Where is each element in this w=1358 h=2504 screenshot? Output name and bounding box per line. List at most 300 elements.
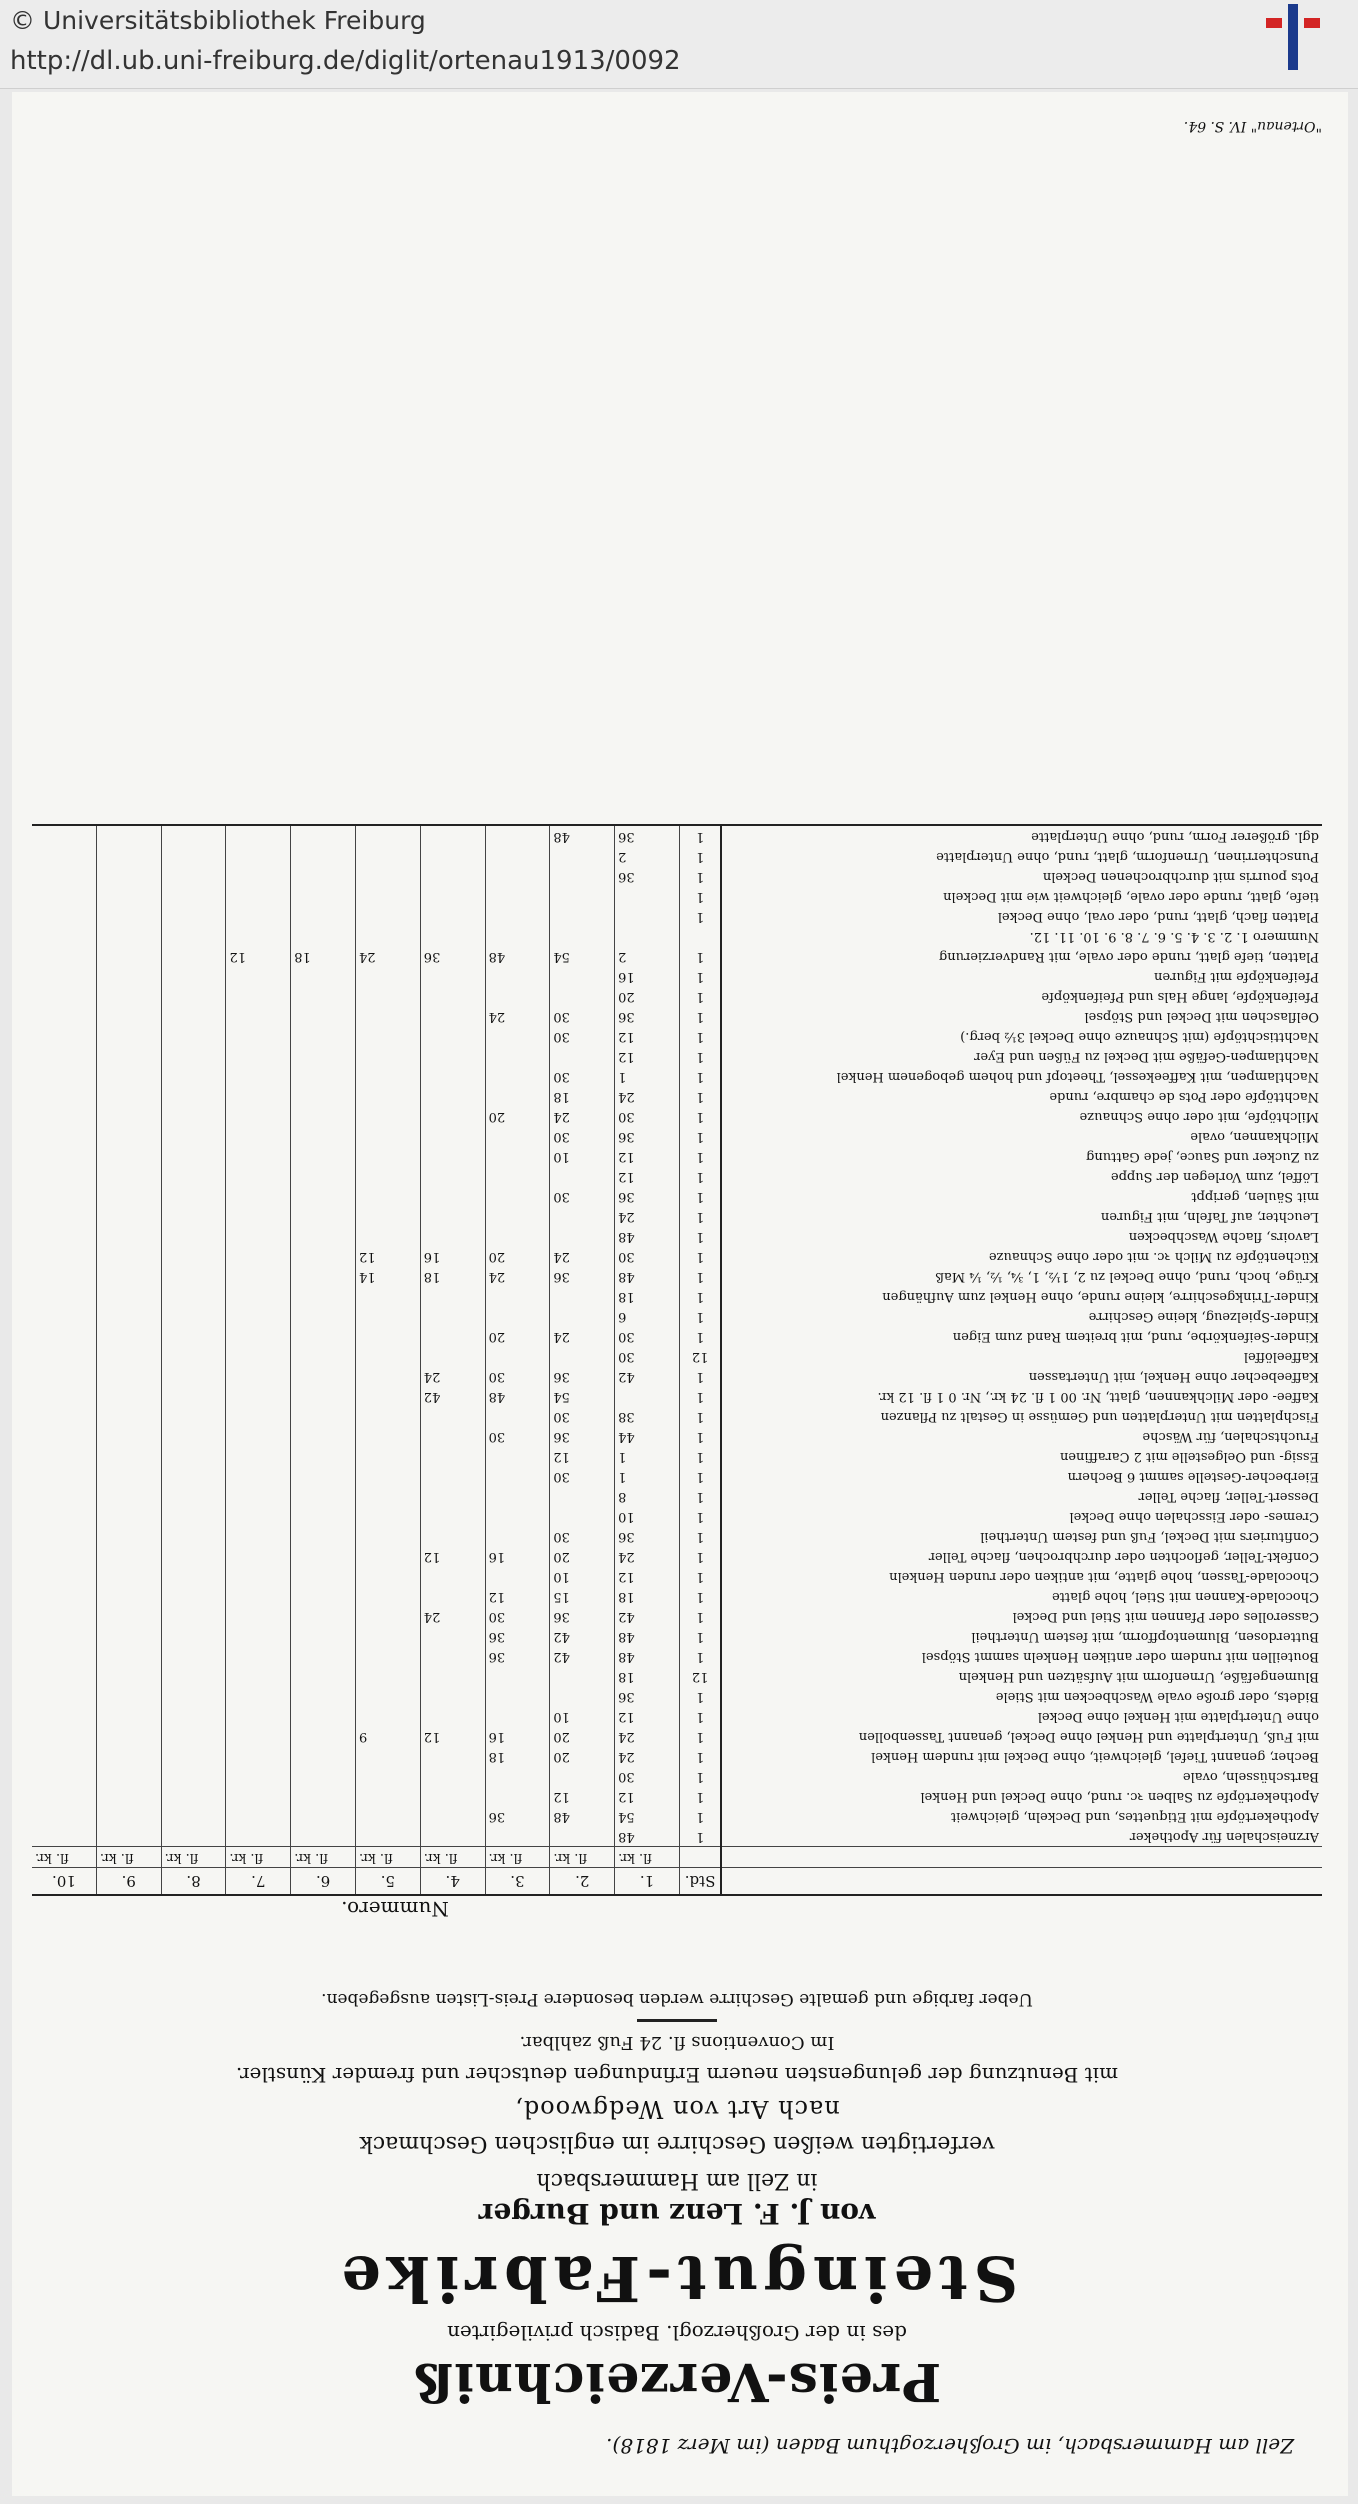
- col-6: 6.: [291, 1868, 356, 1896]
- item-name: Milchtöpfe, mit oder ohne Schnauze: [1079, 1109, 1319, 1124]
- item-name: Kinder-Trinkgeschirre, kleine runde, ohne Henkel zum Aufhängen: [882, 1289, 1319, 1304]
- price-list-note: Ueber farbige und gemalte Geschirre werden besondere Preis-Listen ausgegeben.: [321, 1989, 1033, 2009]
- price-cell: [291, 1006, 356, 1026]
- price-cell: 12: [550, 1446, 615, 1466]
- price-cell: 18: [615, 1666, 680, 1686]
- table-row: [32, 986, 1322, 1006]
- price-cell: [615, 886, 680, 906]
- price-cell: [291, 1786, 356, 1806]
- description-line-2: nach Art von Wedgwood,: [514, 2095, 840, 2123]
- price-cell: [485, 1146, 550, 1166]
- price-cell: [291, 1326, 356, 1346]
- price-cell: [161, 946, 226, 966]
- price-cell: [226, 1166, 291, 1186]
- unit-count: 1: [679, 1506, 721, 1526]
- price-cell: 24: [355, 946, 420, 966]
- price-cell: [96, 1586, 161, 1606]
- item-name: Nummero 1. 2. 3. 4. 5. 6. 7. 8. 9. 10. 11. 12.: [1029, 929, 1319, 944]
- price-cell: 12: [420, 1726, 485, 1746]
- price-cell: 24: [420, 1606, 485, 1626]
- price-cell: [291, 1586, 356, 1606]
- price-cell: [226, 1826, 291, 1847]
- item-name: Casserolles oder Pfannen mit Stiel und Deckel: [1012, 1609, 1319, 1624]
- price-cell: [420, 1786, 485, 1806]
- price-cell: [96, 1386, 161, 1406]
- price-cell: 36: [615, 825, 680, 846]
- unit-cell: fl. kr.: [161, 1847, 226, 1868]
- price-cell: 2: [615, 946, 680, 966]
- price-cell: [32, 1786, 96, 1806]
- price-cell: [420, 966, 485, 986]
- price-cell: 20: [485, 1326, 550, 1346]
- item-name: Bartschüsseln, ovale: [1182, 1769, 1319, 1784]
- unit-count: 1: [679, 1186, 721, 1206]
- price-cell: [32, 1806, 96, 1826]
- unit-count: 1: [679, 1566, 721, 1586]
- price-cell: [32, 1466, 96, 1486]
- price-cell: [32, 1366, 96, 1386]
- price-cell: [96, 1026, 161, 1046]
- price-cell: [291, 1166, 356, 1186]
- item-name: Eierbecher-Gestelle sammt 6 Bechern: [1067, 1469, 1319, 1484]
- price-cell: [226, 966, 291, 986]
- table-row: [32, 1066, 1322, 1086]
- price-cell: 30: [615, 1766, 680, 1786]
- item-name: Arzneischalen für Apotheker: [1129, 1829, 1319, 1844]
- price-cell: 36: [420, 946, 485, 966]
- price-cell: 38: [615, 1406, 680, 1426]
- price-cell: [226, 1686, 291, 1706]
- price-cell: [226, 1066, 291, 1086]
- price-cell: [355, 1326, 420, 1346]
- table-row: [32, 1386, 1322, 1406]
- price-cell: [32, 966, 96, 986]
- price-cell: [161, 825, 226, 846]
- price-cell: 42: [615, 1606, 680, 1626]
- table-row: [32, 1326, 1322, 1346]
- item-name: mit Säulen, gerippt: [1191, 1189, 1319, 1204]
- price-cell: [291, 866, 356, 886]
- price-cell: [355, 1446, 420, 1466]
- table-row: [32, 906, 1322, 926]
- price-cell: [485, 926, 550, 946]
- item-name: Fischplatten mit Unterplatten und Gemüsse in Gestalt zu Pflanzen: [880, 1409, 1319, 1424]
- price-cell: [32, 1726, 96, 1746]
- price-cell: [161, 1546, 226, 1566]
- price-cell: [161, 1826, 226, 1847]
- unit-count: 12: [679, 1346, 721, 1366]
- price-cell: [96, 1266, 161, 1286]
- price-cell: [355, 1786, 420, 1806]
- price-cell: [32, 1306, 96, 1326]
- price-cell: [161, 886, 226, 906]
- price-cell: [420, 1026, 485, 1046]
- price-cell: [485, 1506, 550, 1526]
- price-cell: [355, 1366, 420, 1386]
- price-cell: [291, 1446, 356, 1466]
- price-cell: [355, 1146, 420, 1166]
- price-cell: 48: [550, 1806, 615, 1826]
- price-cell: [420, 1186, 485, 1206]
- price-cell: [96, 1166, 161, 1186]
- table-row: [32, 1686, 1322, 1706]
- table-row: [32, 1206, 1322, 1226]
- price-cell: [96, 825, 161, 846]
- unit-count: 1: [679, 1786, 721, 1806]
- price-cell: [32, 986, 96, 1006]
- price-cell: [32, 1326, 96, 1346]
- item-name: Platten, tiefe glatt, runde oder ovale, mit Randverzierung: [938, 949, 1319, 964]
- price-cell: [420, 825, 485, 846]
- price-cell: 12: [615, 1046, 680, 1066]
- price-cell: [485, 846, 550, 866]
- item-name: Küchentöpfe zu Milch ꝛc. mit oder ohne Schnauze: [988, 1249, 1319, 1264]
- table-row: [32, 966, 1322, 986]
- price-cell: [32, 825, 96, 846]
- price-cell: [420, 1466, 485, 1486]
- unit-count: 1: [679, 1426, 721, 1446]
- price-cell: 36: [615, 1126, 680, 1146]
- price-cell: [226, 1286, 291, 1306]
- price-cell: 48: [615, 1646, 680, 1666]
- price-cell: [420, 1526, 485, 1546]
- item-name: Kaffee- oder Milchkannen, glatt, Nr. 00 1 fl. 24 kr., Nr. 0 1 fl. 12 kr.: [877, 1389, 1319, 1404]
- table-row: [32, 1146, 1322, 1166]
- price-cell: [550, 846, 615, 866]
- table-row: [32, 1306, 1322, 1326]
- price-cell: [161, 1766, 226, 1786]
- price-cell: [291, 1366, 356, 1386]
- price-cell: [485, 1066, 550, 1086]
- price-cell: [226, 1326, 291, 1346]
- col-10: 10.: [32, 1868, 96, 1896]
- price-cell: [96, 886, 161, 906]
- unit-count: 1: [679, 1806, 721, 1826]
- unit-count: 1: [679, 825, 721, 846]
- price-cell: [32, 1826, 96, 1847]
- price-cell: [161, 1786, 226, 1806]
- price-cell: [226, 1426, 291, 1446]
- item-name: Nachtlampen-Gefäße mit Deckel zu Füßen und Eyer: [974, 1049, 1319, 1064]
- price-cell: [161, 1006, 226, 1026]
- price-cell: [291, 1346, 356, 1366]
- price-cell: [161, 1086, 226, 1106]
- price-cell: [420, 1746, 485, 1766]
- price-table: [32, 824, 1322, 1896]
- price-cell: [161, 1706, 226, 1726]
- price-cell: [355, 1106, 420, 1126]
- price-cell: [96, 1066, 161, 1086]
- price-cell: [485, 1026, 550, 1046]
- price-cell: 30: [485, 1366, 550, 1386]
- price-cell: [355, 1826, 420, 1847]
- price-cell: 30: [485, 1426, 550, 1446]
- price-cell: [96, 1046, 161, 1066]
- price-cell: [32, 1266, 96, 1286]
- price-cell: 54: [615, 1806, 680, 1826]
- price-cell: [32, 1686, 96, 1706]
- price-cell: 15: [550, 1586, 615, 1606]
- price-cell: [355, 906, 420, 926]
- price-cell: 10: [615, 1506, 680, 1526]
- price-cell: [291, 1226, 356, 1246]
- item-name: Pfeifenköpfe mit Figuren: [1154, 969, 1319, 984]
- price-cell: [550, 1226, 615, 1246]
- price-cell: [355, 1406, 420, 1426]
- price-cell: [550, 1346, 615, 1366]
- price-cell: 36: [615, 1526, 680, 1546]
- item-name: Milchkannen, ovale: [1190, 1129, 1319, 1144]
- price-cell: [226, 1626, 291, 1646]
- price-cell: [291, 1766, 356, 1786]
- price-cell: 9: [355, 1726, 420, 1746]
- price-cell: [550, 1046, 615, 1066]
- price-cell: [420, 1426, 485, 1446]
- price-cell: 16: [485, 1546, 550, 1566]
- price-cell: [550, 1686, 615, 1706]
- table-row: [32, 1806, 1322, 1826]
- permalink-url[interactable]: http://dl.ub.uni-freiburg.de/diglit/ortenau1913/0092: [10, 46, 681, 76]
- price-cell: [161, 1166, 226, 1186]
- place-date: Zell am Hammersbach, im Großherzogthum Baden (im Merz 1818).: [606, 2434, 1294, 2458]
- price-cell: [485, 1706, 550, 1726]
- price-cell: 30: [615, 1106, 680, 1126]
- table-row: [32, 886, 1322, 906]
- price-cell: 54: [550, 1386, 615, 1406]
- item-name: Butterdosen, Blumentopfform, mit festem Untertheil: [971, 1629, 1319, 1644]
- document-header: [32, 1989, 1322, 2458]
- price-cell: [226, 1006, 291, 1026]
- price-cell: 24: [485, 1006, 550, 1026]
- item-name: Nachttischtöpfe (mit Schnauze ohne Deckel 3½ berg.): [960, 1029, 1319, 1044]
- price-cell: [32, 1706, 96, 1726]
- price-cell: [355, 1746, 420, 1766]
- price-cell: [550, 1766, 615, 1786]
- price-cell: [161, 1726, 226, 1746]
- table-row: [32, 1666, 1322, 1686]
- price-cell: [32, 1026, 96, 1046]
- price-cell: [226, 825, 291, 846]
- price-cell: [161, 1046, 226, 1066]
- price-cell: [32, 1086, 96, 1106]
- price-cell: [485, 1226, 550, 1246]
- price-cell: [550, 1206, 615, 1226]
- price-cell: [96, 1006, 161, 1026]
- price-cell: [32, 1126, 96, 1146]
- price-cell: [550, 906, 615, 926]
- price-cell: [96, 846, 161, 866]
- price-cell: [291, 986, 356, 1006]
- price-cell: [96, 1226, 161, 1246]
- price-cell: [161, 1266, 226, 1286]
- price-cell: [355, 986, 420, 1006]
- col-2: 2.: [550, 1868, 615, 1896]
- price-cell: [291, 1206, 356, 1226]
- price-cell: [226, 1486, 291, 1506]
- price-cell: 24: [615, 1206, 680, 1226]
- price-cell: [550, 866, 615, 886]
- table-row: [32, 1346, 1322, 1366]
- subtitle-privileged: des in der Großherzogl. Badisch privilegirten: [447, 2321, 907, 2345]
- price-cell: 16: [485, 1726, 550, 1746]
- price-cell: [485, 1686, 550, 1706]
- table-row: [32, 1606, 1322, 1626]
- unit-count: 1: [679, 1086, 721, 1106]
- price-cell: [161, 1346, 226, 1366]
- price-cell: [32, 1666, 96, 1686]
- price-cell: [420, 1566, 485, 1586]
- price-cell: [32, 1546, 96, 1566]
- price-cell: [420, 986, 485, 1006]
- price-cell: [32, 926, 96, 946]
- price-cell: [32, 846, 96, 866]
- unit-count: 1: [679, 1466, 721, 1486]
- price-cell: [32, 1586, 96, 1606]
- price-cell: [161, 926, 226, 946]
- price-cell: [355, 1046, 420, 1066]
- price-cell: 42: [420, 1386, 485, 1406]
- price-cell: [420, 1666, 485, 1686]
- price-cell: [485, 1446, 550, 1466]
- unit-count: 1: [679, 1406, 721, 1426]
- copyright-text: © Universitätsbibliothek Freiburg: [10, 6, 426, 35]
- price-cell: [96, 1286, 161, 1306]
- price-cell: [355, 1546, 420, 1566]
- price-cell: 8: [615, 1486, 680, 1506]
- price-cell: [96, 986, 161, 1006]
- price-cell: [32, 1106, 96, 1126]
- table-row: [32, 1026, 1322, 1046]
- price-cell: [355, 1346, 420, 1366]
- table-row: [32, 1746, 1322, 1766]
- table-row: [32, 1826, 1322, 1847]
- price-cell: [550, 886, 615, 906]
- page-content-rotated: [12, 92, 1348, 2496]
- price-cell: [291, 1646, 356, 1666]
- price-cell: 1: [615, 1466, 680, 1486]
- price-cell: [355, 1066, 420, 1086]
- price-cell: [355, 1126, 420, 1146]
- price-cell: [226, 1046, 291, 1066]
- price-cell: 30: [615, 1346, 680, 1366]
- table-row: [32, 1526, 1322, 1546]
- price-cell: [32, 1206, 96, 1226]
- price-cell: [550, 1486, 615, 1506]
- price-cell: [291, 886, 356, 906]
- price-cell: [420, 1626, 485, 1646]
- price-cell: [355, 1006, 420, 1026]
- price-cell: [226, 1206, 291, 1226]
- item-name: zu Zucker und Sauce, jede Gattung: [1086, 1149, 1319, 1164]
- price-cell: [161, 1626, 226, 1646]
- price-cell: [420, 1106, 485, 1126]
- price-cell: 20: [550, 1746, 615, 1766]
- price-cell: [550, 1666, 615, 1686]
- price-cell: 48: [615, 1626, 680, 1646]
- price-cell: 24: [550, 1246, 615, 1266]
- price-cell: 12: [420, 1546, 485, 1566]
- price-cell: 30: [550, 1066, 615, 1086]
- price-cell: [291, 1026, 356, 1046]
- price-cell: [355, 1426, 420, 1446]
- price-cell: [226, 1126, 291, 1146]
- price-cell: [291, 1186, 356, 1206]
- price-cell: [420, 1706, 485, 1726]
- price-cell: [485, 1666, 550, 1686]
- price-cell: 12: [355, 1246, 420, 1266]
- price-cell: [291, 1746, 356, 1766]
- price-cell: [96, 1406, 161, 1426]
- unit-count: 1: [679, 1366, 721, 1386]
- price-cell: [96, 1546, 161, 1566]
- price-cell: [291, 1266, 356, 1286]
- price-cell: [96, 1426, 161, 1446]
- col-st: Std.: [679, 1868, 721, 1896]
- unit-count: 1: [679, 866, 721, 886]
- price-cell: [226, 1646, 291, 1666]
- col-8: 8.: [161, 1868, 226, 1896]
- price-cell: 12: [615, 1146, 680, 1166]
- unit-cell: fl. kr.: [420, 1847, 485, 1868]
- price-cell: [161, 1506, 226, 1526]
- price-cell: 18: [420, 1266, 485, 1286]
- price-cell: [226, 1566, 291, 1586]
- table-row: [32, 1466, 1322, 1486]
- price-cell: [291, 906, 356, 926]
- unit-count: 1: [679, 1026, 721, 1046]
- price-cell: [420, 1006, 485, 1026]
- unit-cell: fl. kr.: [291, 1847, 356, 1868]
- price-cell: [96, 1646, 161, 1666]
- price-cell: 10: [550, 1146, 615, 1166]
- unit-count: 1: [679, 906, 721, 926]
- price-cell: [355, 1226, 420, 1246]
- price-cell: [291, 1506, 356, 1526]
- divider-rule: [637, 2019, 717, 2022]
- price-cell: [291, 1606, 356, 1626]
- item-name: Kinder-Seifenkörbe, rund, mit breitem Rand zum Eigen: [952, 1329, 1319, 1344]
- price-cell: [291, 1306, 356, 1326]
- price-cell: [291, 1666, 356, 1686]
- price-cell: [161, 1746, 226, 1766]
- price-cell: [355, 1206, 420, 1226]
- price-cell: 42: [550, 1626, 615, 1646]
- item-name: Pots pourris mit durchbrochenen Deckeln: [1042, 869, 1319, 884]
- price-cell: [291, 1126, 356, 1146]
- price-cell: [32, 1146, 96, 1166]
- unit-count: 1: [679, 1766, 721, 1786]
- price-cell: [291, 926, 356, 946]
- price-cell: [485, 1166, 550, 1186]
- price-cell: 12: [485, 1586, 550, 1606]
- price-cell: [226, 1806, 291, 1826]
- price-cell: [32, 1446, 96, 1466]
- price-cell: [420, 1146, 485, 1166]
- price-cell: [96, 1206, 161, 1226]
- price-cell: [32, 1566, 96, 1586]
- unit-cell: fl. kr.: [226, 1847, 291, 1868]
- table-row: [32, 1126, 1322, 1146]
- table-row: [32, 1366, 1322, 1386]
- price-cell: [485, 1786, 550, 1806]
- price-cell: [161, 1246, 226, 1266]
- price-cell: [420, 1346, 485, 1366]
- price-cell: [161, 1286, 226, 1306]
- price-cell: 30: [550, 1126, 615, 1146]
- numbers-group-label: Nummero.: [341, 1897, 449, 1921]
- unit-cell: fl. kr.: [615, 1847, 680, 1868]
- price-cell: [420, 1086, 485, 1106]
